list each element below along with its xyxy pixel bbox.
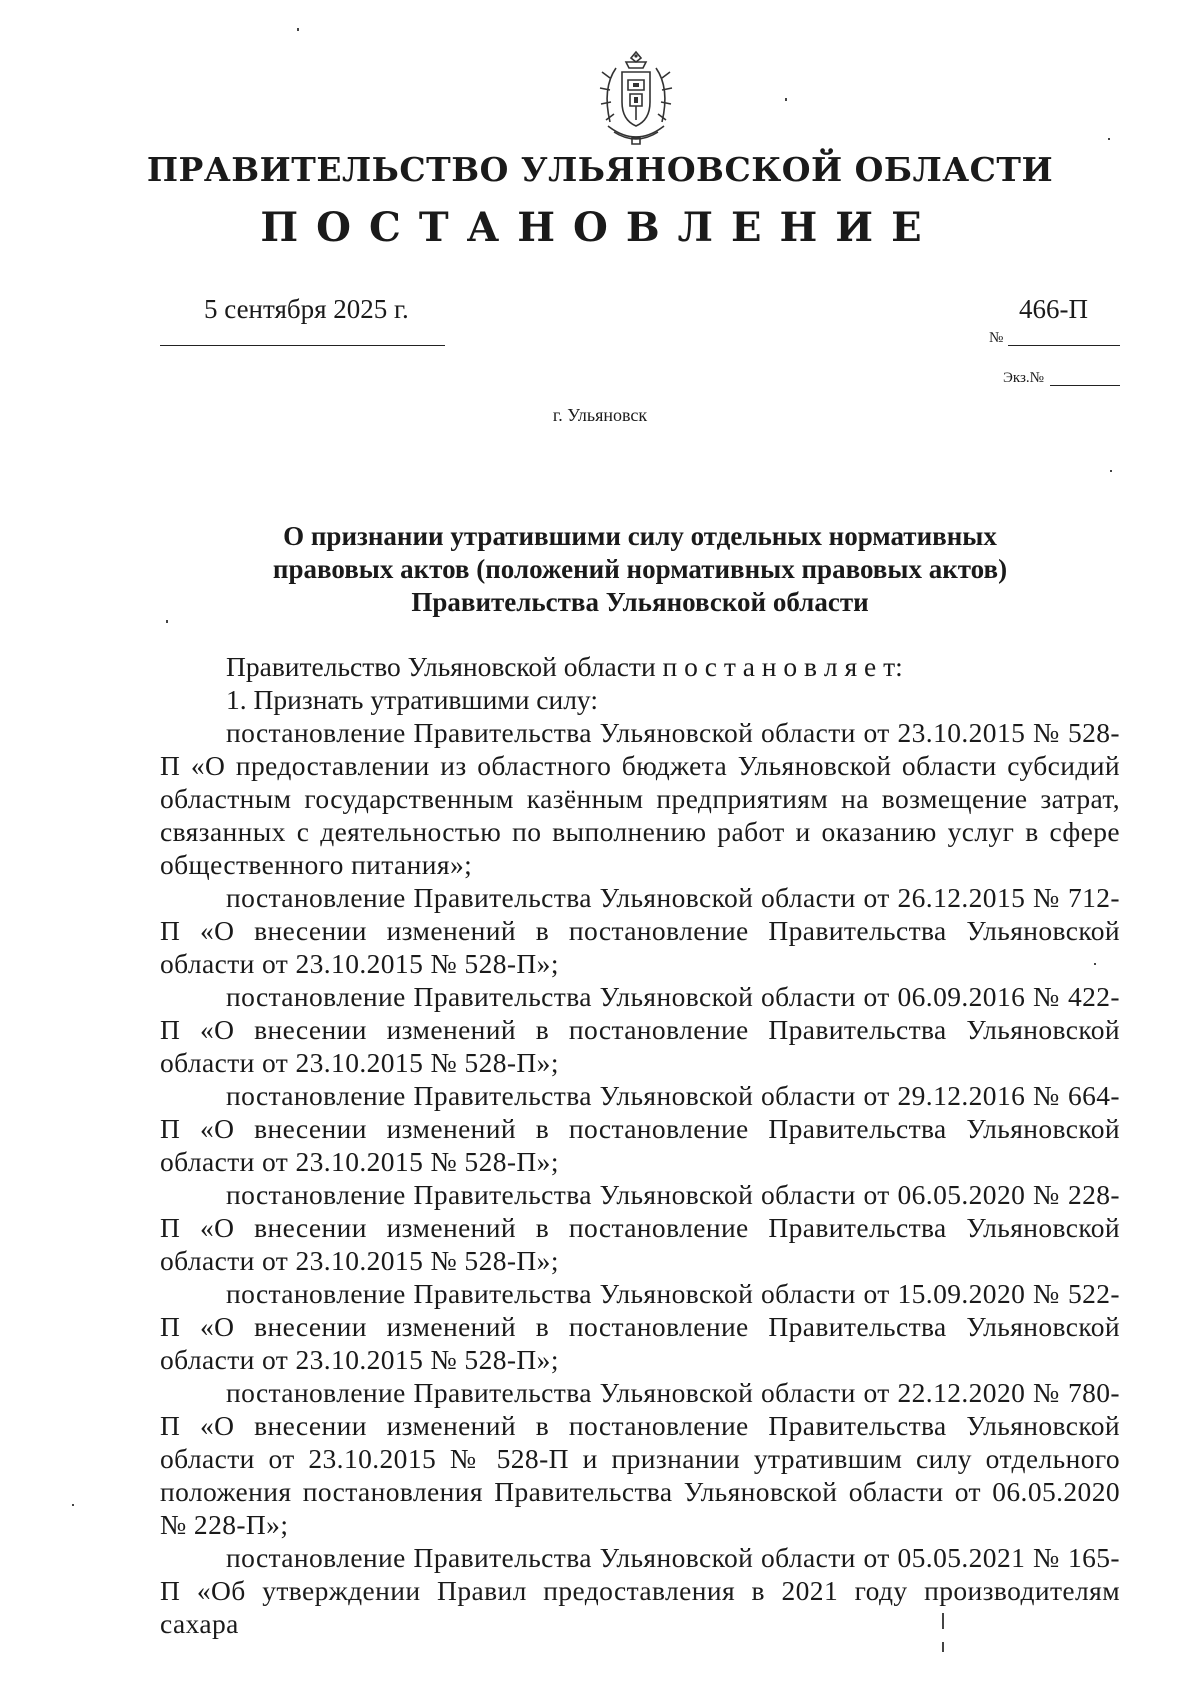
- scan-speck: [297, 28, 299, 31]
- number-underline: [1008, 345, 1120, 346]
- document-type: ПОСТАНОВЛЕНИЕ: [260, 204, 940, 251]
- scan-speck: [1110, 470, 1112, 472]
- title-line: О признании утратившими силу отдельных нормативных: [283, 521, 997, 551]
- body-paragraph: постановление Правительства Ульяновской области от 05.05.2021 № 165-П «Об утверждении Правил предоставления в 2021 году производителям сахара: [160, 1542, 1120, 1639]
- body-paragraph: постановление Правительства Ульяновской области от 26.12.2015 № 712-П «О внесении изменений в постановление Правительства Ульяновской области от 23.10.2015 № 528-П»;: [160, 882, 1120, 979]
- scan-speck: [166, 620, 168, 623]
- coat-of-arms-icon: [592, 48, 680, 150]
- document-body: [160, 650, 1120, 1640]
- scan-speck: [1094, 963, 1096, 965]
- document-title: [160, 520, 1120, 619]
- scan-speck: [942, 1642, 944, 1652]
- title-line: Правительства Ульяновской области: [411, 587, 869, 617]
- body-paragraph: постановление Правительства Ульяновской области от 22.12.2020 № 780-П «О внесении изменений в постановление Правительства Ульяновской области от 23.10.2015 № 528-П и признании утратившим силу отдельного положения постановления Правительства Ульяновской области от 06.05.2020 № 228-П»;: [160, 1377, 1120, 1540]
- scan-speck: [942, 1613, 944, 1629]
- body-paragraph: Правительство Ульяновской области п о с т а н о в л я е т:: [226, 651, 903, 682]
- body-paragraph: постановление Правительства Ульяновской области от 29.12.2016 № 664-П «О внесении изменений в постановление Правительства Ульяновской области от 23.10.2015 № 528-П»;: [160, 1080, 1120, 1177]
- city-name: г. Ульяновск: [552, 405, 648, 425]
- body-paragraph: постановление Правительства Ульяновской области от 06.09.2016 № 422-П «О внесении изменений в постановление Правительства Ульяновской области от 23.10.2015 № 528-П»;: [160, 981, 1120, 1078]
- body-paragraph: 1. Признать утратившими силу:: [226, 684, 598, 715]
- body-paragraph: постановление Правительства Ульяновской области от 06.05.2020 № 228-П «О внесении изменений в постановление Правительства Ульяновской области от 23.10.2015 № 528-П»;: [160, 1179, 1120, 1276]
- copy-number-underline: [1050, 385, 1120, 386]
- organization-name: ПРАВИТЕЛЬСТВО УЛЬЯНОВСКОЙ ОБЛАСТИ: [146, 150, 1054, 189]
- body-paragraph: постановление Правительства Ульяновской области от 23.10.2015 № 528-П «О предоставлении из областного бюджета Ульяновской области субсидий областным государственным казённым предприятиям на возмещение затрат, связанных с деятельностью по выполнению работ и оказанию услуг в сфере общественного питания»;: [160, 717, 1120, 880]
- body-paragraph: постановление Правительства Ульяновской области от 15.09.2020 № 522-П «О внесении изменений в постановление Правительства Ульяновской области от 23.10.2015 № 528-П»;: [160, 1278, 1120, 1375]
- scan-speck: [1108, 138, 1110, 140]
- number-label: №: [989, 330, 1004, 346]
- title-line: правовых актов (положений нормативных правовых актов): [272, 554, 1008, 584]
- document-number: 466-П: [1019, 294, 1088, 324]
- date-underline: [160, 345, 445, 346]
- copy-number-label: Экз.№: [1003, 370, 1044, 386]
- scan-speck: [72, 1504, 74, 1506]
- document-date: 5 сентября 2025 г.: [204, 294, 409, 324]
- scan-speck: [785, 98, 787, 101]
